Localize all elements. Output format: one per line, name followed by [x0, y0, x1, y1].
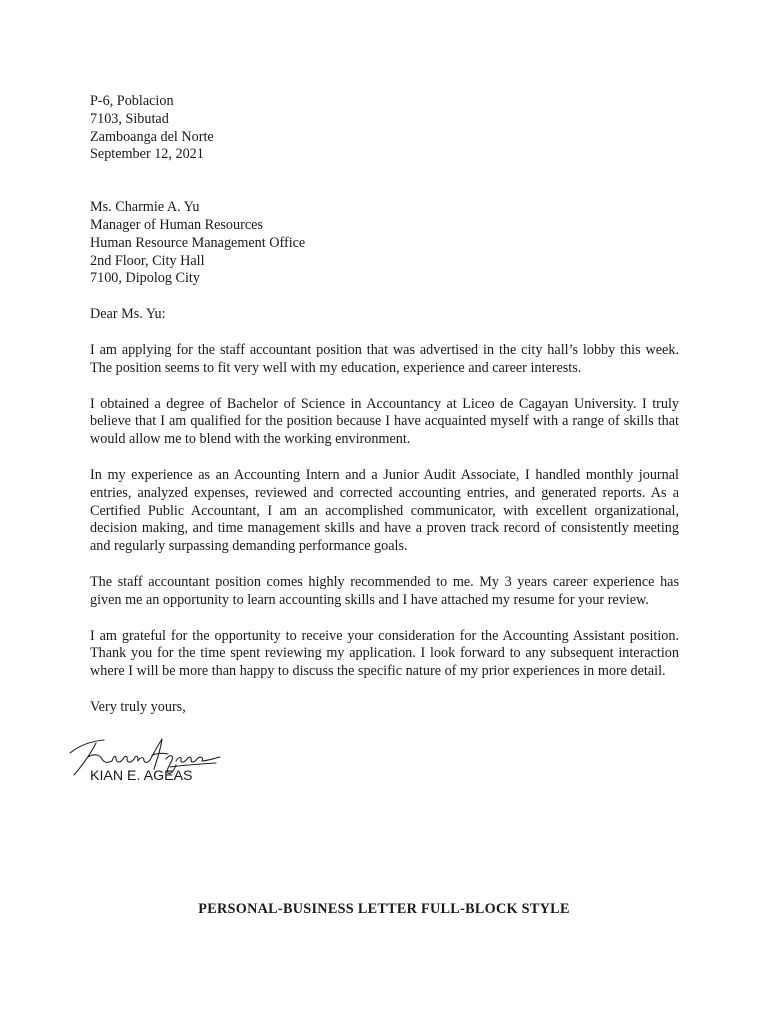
- letter-date: September 12, 2021: [90, 146, 204, 163]
- body-paragraph-1: I am applying for the staff accountant position that was advertised in the city hall’s lobby this week. The position seems to fit very well with my education, experience and career interests.: [90, 341, 679, 376]
- salutation: Dear Ms. Yu:: [90, 306, 166, 323]
- letter-body: [90, 93, 679, 787]
- sender-address: [90, 93, 679, 164]
- document-caption: PERSONAL-BUSINESS LETTER FULL-BLOCK STYLE: [198, 901, 570, 917]
- body-paragraph-2: I obtained a degree of Bachelor of Science in Accountancy at Liceo de Cagayan University. I truly believe that I am qualified for the position because I have acquainted myself with a range of skills that would allow me to blend with the working environment.: [90, 395, 679, 448]
- spacer: [90, 378, 679, 396]
- spacer: [90, 681, 679, 699]
- sender-address-line: P-6, Poblacion: [90, 93, 174, 109]
- body-paragraph-4: The staff accountant position comes highly recommended to me. My 3 years career experience has given me an opportunity to learn accounting skills and I have attached my resume for your review.: [90, 573, 679, 608]
- typed-signature-name: KIAN E. AGEAS: [90, 767, 193, 784]
- recipient-title: Manager of Human Resources: [90, 216, 263, 233]
- spacer: [90, 556, 679, 574]
- spacer: [90, 610, 679, 628]
- complimentary-closing: Very truly yours,: [90, 698, 186, 715]
- spacer: [90, 164, 679, 199]
- recipient-floor: 2nd Floor, City Hall: [90, 252, 205, 269]
- recipient-address: [90, 199, 679, 288]
- recipient-name: Ms. Charmie A. Yu: [90, 199, 200, 216]
- sender-address-line: Zamboanga del Norte: [90, 128, 214, 145]
- signature-block: [90, 735, 679, 787]
- recipient-office: Human Resource Management Office: [90, 234, 306, 251]
- body-paragraph-3: In my experience as an Accounting Intern and a Junior Audit Associate, I handled monthly journal entries, analyzed expenses, reviewed and corrected accounting entries, and generated reports. As a Certified Public Accountant, I am an accomplished communicator, with excellent organizational, decision making, and time management skills and have a proven track record of consistently meeting and regularly surpassing demanding performance goals.: [90, 466, 679, 555]
- spacer: [90, 717, 679, 735]
- spacer: [90, 324, 679, 342]
- spacer: [90, 449, 679, 467]
- sender-address-line: 7103, Sibutad: [90, 110, 169, 127]
- spacer: [90, 288, 679, 306]
- recipient-city: 7100, Dipolog City: [90, 270, 200, 287]
- body-paragraph-5: I am grateful for the opportunity to receive your consideration for the Accounting Assistant position. Thank you for the time spent reviewing my application. I look forward to any subsequent interaction where I will be more than happy to discuss the specific nature of my prior experiences in more detail.: [90, 627, 679, 680]
